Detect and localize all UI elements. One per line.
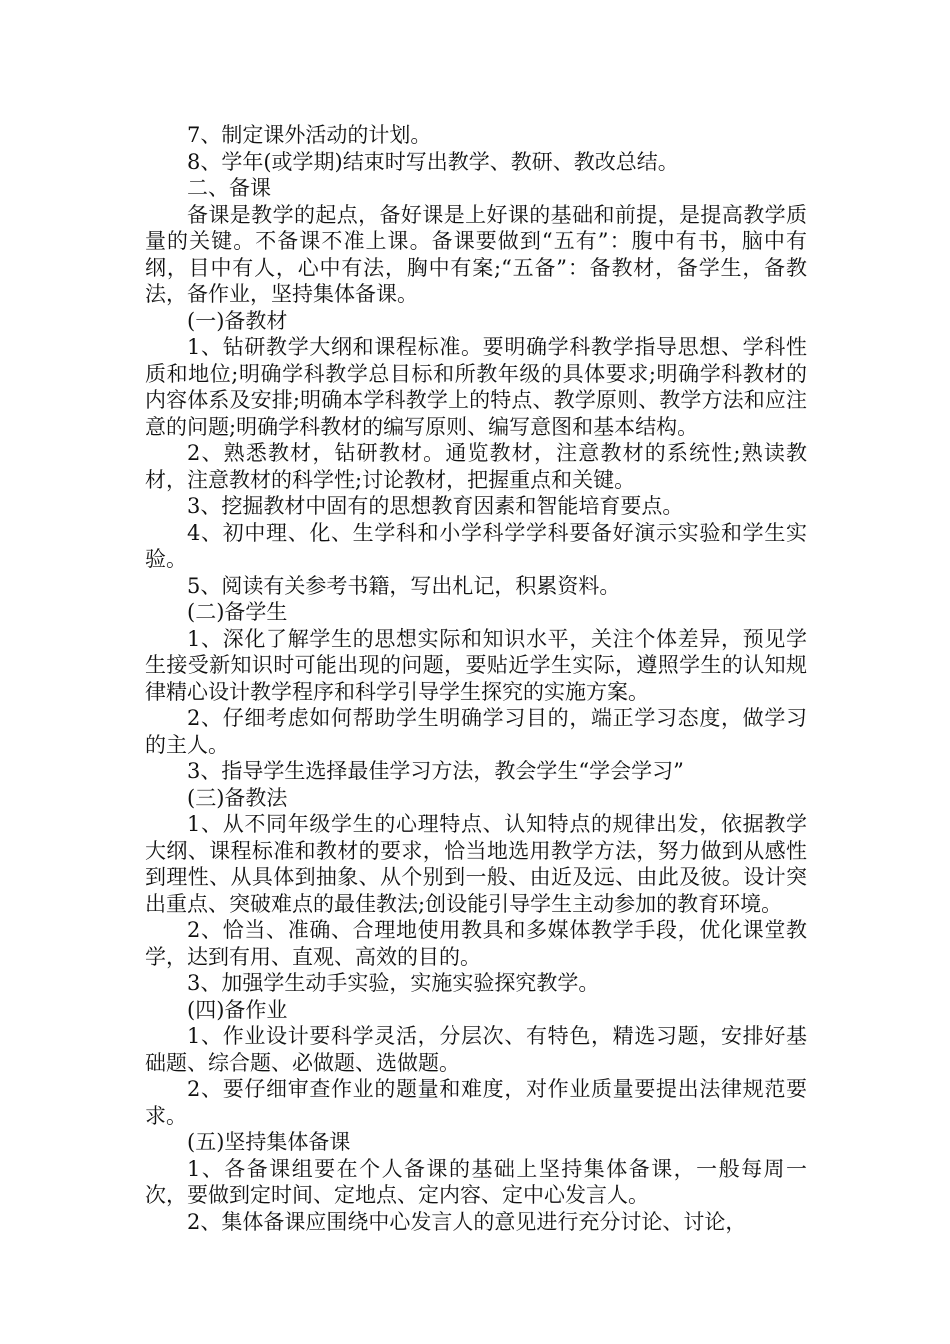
subsection-heading: (一)备教材: [187, 308, 288, 333]
paragraph: 3、挖掘教材中固有的思想教育因素和智能培育要点。: [187, 494, 684, 518]
section-heading: 二、备课: [187, 176, 271, 200]
paragraph: 2、仔细考虑如何帮助学生明确学习目的，端正学习态度，做学习的主人。: [145, 706, 807, 757]
paragraph: 2、恰当、准确、合理地使用教具和多媒体教学手段，优化课堂教学，达到有用、直观、高效的目的。: [145, 918, 807, 969]
paragraph: 4、初中理、化、生学科和小学科学学科要备好演示实验和学生实验。: [145, 520, 807, 571]
paragraph: 5、阅读有关参考书籍，写出札记，积累资料。: [187, 573, 621, 598]
paragraph: 2、集体备课应围绕中心发言人的意见进行充分讨论、讨论，: [187, 1209, 747, 1234]
subsection-heading: (三)备教法: [187, 785, 288, 810]
paragraph: 8、学年(或学期)结束时写出教学、教研、教改总结。: [187, 149, 679, 174]
subsection-heading: (四)备作业: [187, 997, 288, 1022]
paragraph: 2、要仔细审查作业的题量和难度，对作业质量要提出法律规范要求。: [145, 1077, 807, 1128]
paragraph: 3、指导学生选择最佳学习方法，教会学生“学会学习”: [187, 759, 684, 783]
paragraph: 7、制定课外活动的计划。: [187, 123, 432, 147]
document-page: [145, 122, 807, 1235]
subsection-heading: (二)备学生: [187, 600, 288, 624]
paragraph: 1、作业设计要科学灵活，分层次、有特色，精选习题，安排好基础题、综合题、必做题、选做题。: [145, 1024, 807, 1075]
subsection-heading: (五)坚持集体备课: [187, 1130, 351, 1154]
paragraph: 1、从不同年级学生的心理特点、认知特点的规律出发，依据教学大纲、课程标准和教材的要求，恰当地选用教学方法，努力做到从感性到理性、从具体到抽象、从个别到一般、由近及远、由此及彼。设计突出重点、突破难点的最佳教法;创设能引导学生主动参加的教育环境。: [145, 812, 807, 916]
paragraph: 2、熟悉教材，钻研教材。通览教材，注意教材的系统性;熟读教材，注意教材的科学性;讨论教材，把握重点和关键。: [145, 441, 807, 492]
paragraph: 备课是教学的起点，备好课是上好课的基础和前提，是提高教学质量的关键。不备课不准上课。备课要做到“五有”：腹中有书，脑中有纲，目中有人，心中有法，胸中有案;“五备”：备教材，备学生，备教法，备作业，坚持集体备课。: [145, 202, 807, 306]
paragraph: 1、深化了解学生的思想实际和知识水平，关注个体差异，预见学生接受新知识时可能出现的问题，要贴近学生实际，遵照学生的认知规律精心设计教学程序和科学引导学生探究的实施方案。: [145, 626, 807, 704]
paragraph: 3、加强学生动手实验，实施实验探究教学。: [187, 971, 600, 995]
paragraph: 1、钻研教学大纲和课程标准。要明确学科教学指导思想、学科性质和地位;明确学科教学总目标和所教年级的具体要求;明确学科教材的内容体系及安排;明确本学科教学上的特点、教学原则、教学方法和应注意的问题;明确学科教材的编写原则、编写意图和基本结构。: [145, 335, 807, 439]
paragraph: 1、各备课组要在个人备课的基础上坚持集体备课，一般每周一次，要做到定时间、定地点、定内容、定中心发言人。: [145, 1156, 807, 1207]
